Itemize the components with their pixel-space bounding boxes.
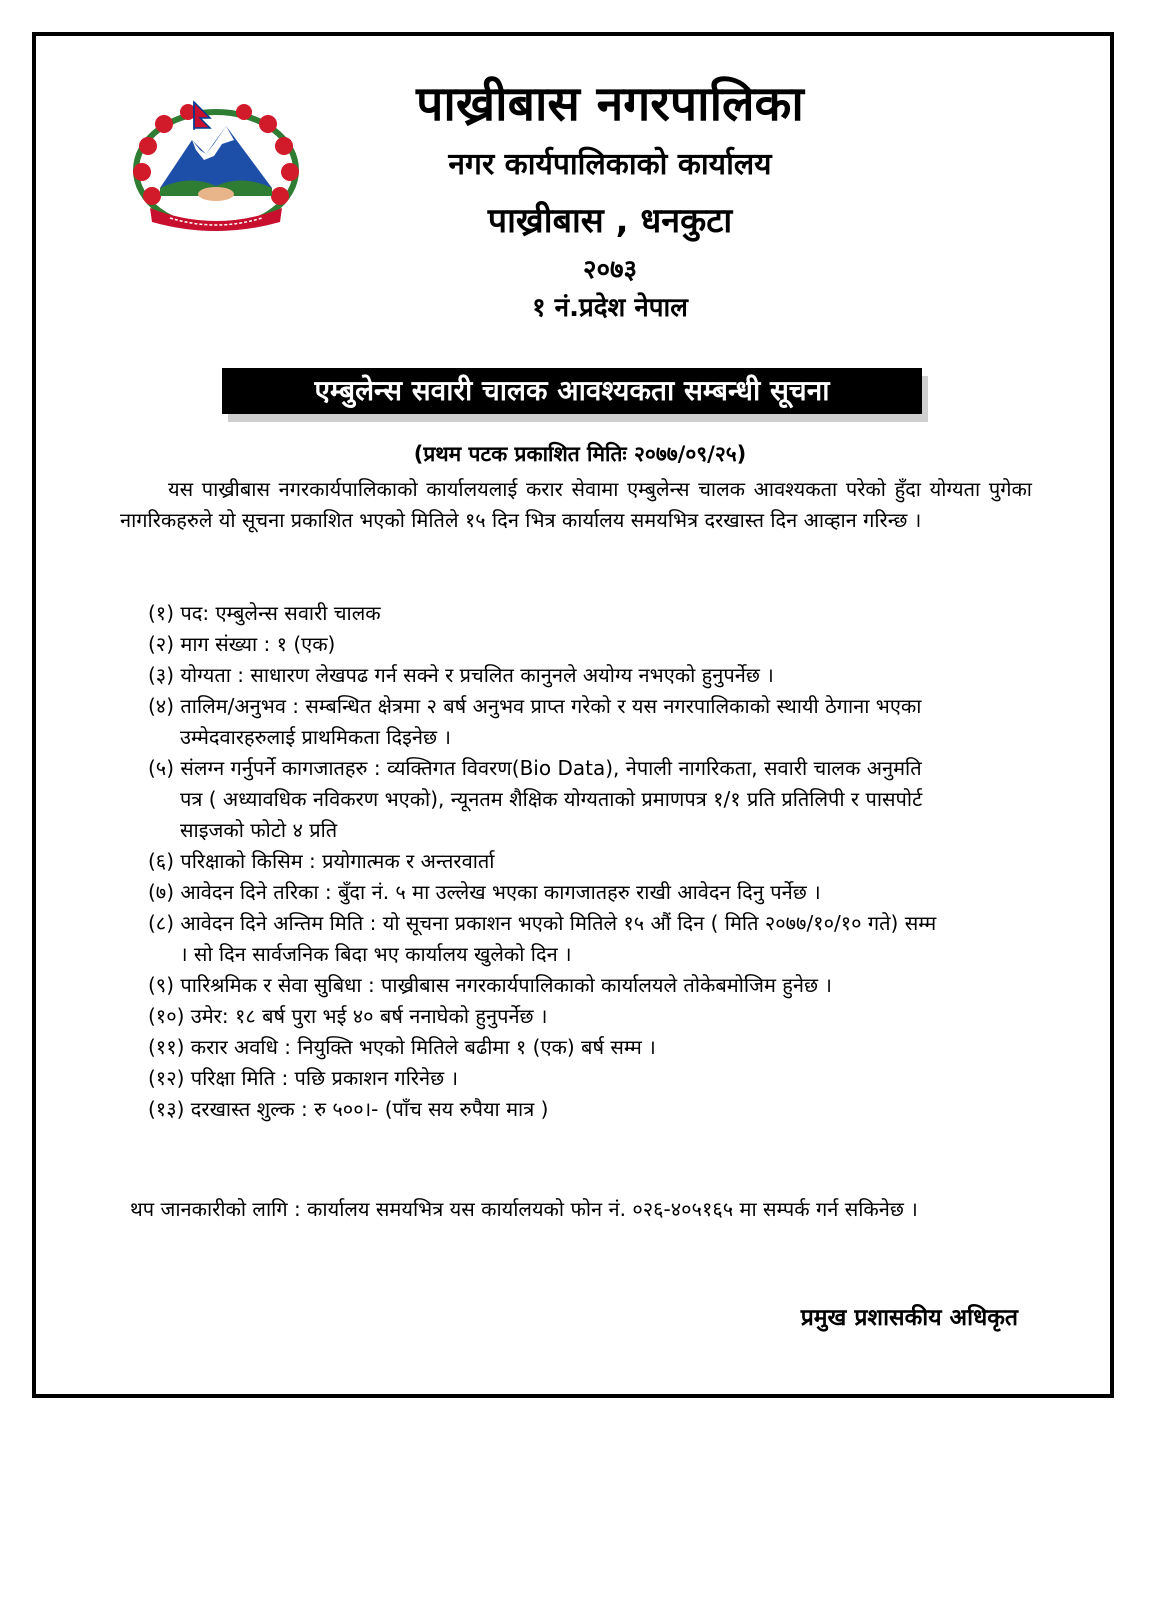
- requirements-list: [148, 598, 948, 1125]
- list-item: (१२) परिक्षा मिति : पछि प्रकाशन गरिनेछ ।: [148, 1066, 459, 1090]
- list-item: (५) संलग्न गर्नुपर्ने कागजातहरु : व्यक्तिगत विवरण(Bio Data), नेपाली नागरिकता, सवारी चालक अनुमति पत्र ( अध्यावधिक नविकरण भएको), न्यूनतम शैक्षिक योग्यताको प्रमाणपत्र १/१ प्रति प्रतिलिपी र पासपोर्ट साइजको फोटो ४ प्रति: [148, 756, 923, 842]
- list-item: (३) योग्यता : साधारण लेखपढ गर्न सक्ने र प्रचलित कानुनले अयोग्य नभएको हुनुपर्नेछ ।: [148, 663, 774, 687]
- list-item: (४) तालिम/अनुभव : सम्बन्धित क्षेत्रमा २ बर्ष अनुभव प्राप्त गरेको र यस नगरपालिकाको स्थायी ठेगाना भएका उम्मेदवारहरुलाई प्राथमिकता दिइनेछ ।: [148, 694, 922, 749]
- list-item: (११) करार अवधि : नियुक्ति भएको मितिले बढीमा १ (एक) बर्ष सम्म ।: [148, 1035, 656, 1059]
- list-item: (१०) उमेर: १८ बर्ष पुरा भई ४० बर्ष ननाघेको हुनुपर्नेछ ।: [148, 1004, 548, 1028]
- list-item: (८) आवेदन दिने अन्तिम मिति : यो सूचना प्रकाशन भएको मितिले १५ औं दिन ( मिति २०७७/१०/१० गते) सम्म । सो दिन सार्वजनिक बिदा भए कार्यालय खुलेको दिन ।: [148, 911, 937, 966]
- list-item: (७) आवेदन दिने तरिका : बुँदा नं. ५ मा उल्लेख भएका कागजातहरु राखी आवेदन दिनु पर्नेछ ।: [148, 880, 821, 904]
- contact-info: थप जानकारीको लागि : कार्यालय समयभित्र यस कार्यालयको फोन नं. ०२६-४०५१६५ मा सम्पर्क गर्न सकिनेछ ।: [130, 1197, 918, 1221]
- office-name: नगर कार्यपालिकाको कार्यालय: [448, 147, 772, 182]
- notice-title: एम्बुलेन्स सवारी चालक आवश्यकता सम्बन्धी सूचना: [222, 368, 922, 414]
- office-location: पाख्रीबास , धनकुटा: [487, 201, 733, 241]
- signatory-title: प्रमुख प्रशासकीय अधिकृत: [800, 1305, 1018, 1331]
- notice-intro: यस पाख्रीबास नगरकार्यपालिकाको कार्यालयलाई करार सेवामा एम्बुलेन्स चालक आवश्यकता परेको हुँदा योग्यता पुगेका नागरिकहरुले यो सूचना प्रकाशित भएको मितिले १५ दिन भित्र कार्यालय समयभित्र दरखास्त दिन आव्हान गरिन्छ ।: [120, 477, 1032, 532]
- list-item: (१) पद: एम्बुलेन्स सवारी चालक: [148, 601, 381, 625]
- establishment-year: २०७३: [582, 255, 638, 285]
- publication-date: (प्रथम पटक प्रकाशित मितिः २०७७/०९/२५): [413, 442, 747, 466]
- municipality-name: पाख्रीबास नगरपालिका: [416, 76, 804, 132]
- list-item: (२) माग संख्या : १ (एक): [148, 632, 336, 656]
- list-item: (६) परिक्षाको किसिम : प्रयोगात्मक र अन्तरवार्ता: [148, 849, 495, 873]
- province-name: १ नं.प्रदेश नेपाल: [532, 293, 688, 323]
- list-item: (१३) दरखास्त शुल्क : रु ५००।- (पाँच सय रुपैया मात्र ): [148, 1097, 549, 1121]
- list-item: (९) पारिश्रमिक र सेवा सुबिधा : पाख्रीबास नगरकार्यपालिकाको कार्यालयले तोकेबमोजिम हुनेछ ।: [148, 973, 832, 997]
